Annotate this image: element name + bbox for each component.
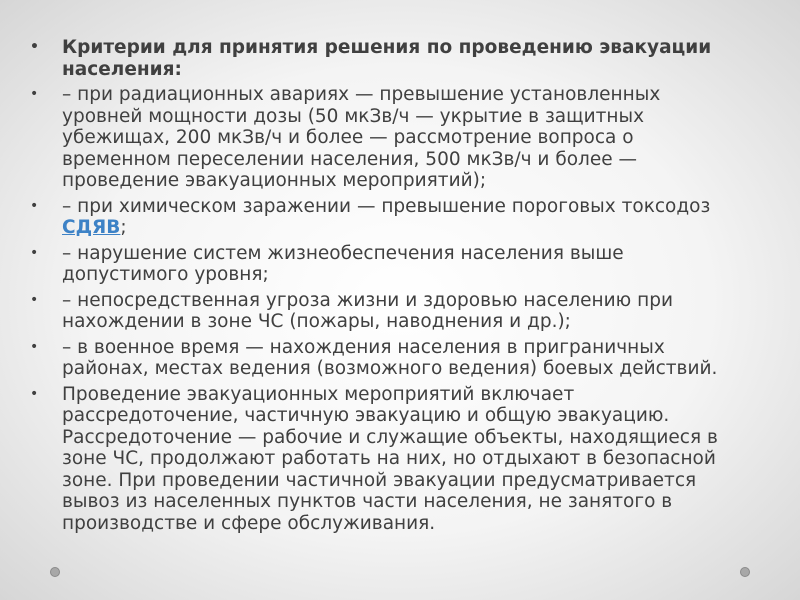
slide-body [30, 37, 740, 538]
sdyav-link[interactable]: СДЯВ [62, 217, 121, 238]
list-item [30, 337, 740, 380]
bullet: • [30, 244, 39, 261]
list-item [30, 243, 740, 286]
list-item-text-end: ; [120, 217, 127, 238]
corner-dot-icon [50, 567, 60, 577]
list-item-text: Проведение эвакуационных мероприятий включает рассредоточение, частичную эвакуацию и общую эвакуацию. Рассредоточение — рабочие и служащие объекты, находящиеся в зоне ЧС, продолжают работать на них, но отдыхают в безопасной зоне. При проведении частичной эвакуации предусматривается вывоз из населенных пунктов части населения, не занятого в производстве и сфере обслуживания. [62, 383, 718, 534]
bullet: • [30, 385, 39, 402]
bullet: • [30, 291, 39, 308]
list-item-text: – при химическом заражении — превышение пороговых токсодоз [62, 195, 711, 217]
list-item-text: – непосредственная угроза жизни и здоровью населению при нахождении в зоне ЧС (пожары, наводнения и др.); [62, 289, 673, 332]
list-item-title: Критерии для принятия решения по проведению эвакуации населения: [62, 37, 712, 80]
corner-dot-icon [740, 567, 750, 577]
bullet: • [30, 197, 39, 214]
list-item [30, 37, 740, 80]
list-item-text: – нарушение систем жизнеобеспечения населения выше допустимого уровня; [62, 242, 624, 285]
list-item [30, 384, 740, 535]
bullet: • [30, 338, 39, 355]
bullet: • [30, 39, 39, 55]
list-item [30, 290, 740, 333]
list-item [30, 196, 740, 239]
list-item [30, 84, 740, 192]
bullet: • [30, 86, 39, 102]
list-item-text: – в военное время — нахождения населения в приграничных районах, местах ведения (возможного ведения) боевых действий. [62, 336, 718, 379]
list-item-text: – при радиационных авариях — превышение установленных уровней мощности дозы (50 мкЗв/ч — укрытие в защитных убежищах, 200 мкЗв/ч и более — рассмотрение вопроса о временном переселении населения, 500 мкЗв/ч и более — проведение эвакуационных мероприятий); [62, 84, 661, 191]
